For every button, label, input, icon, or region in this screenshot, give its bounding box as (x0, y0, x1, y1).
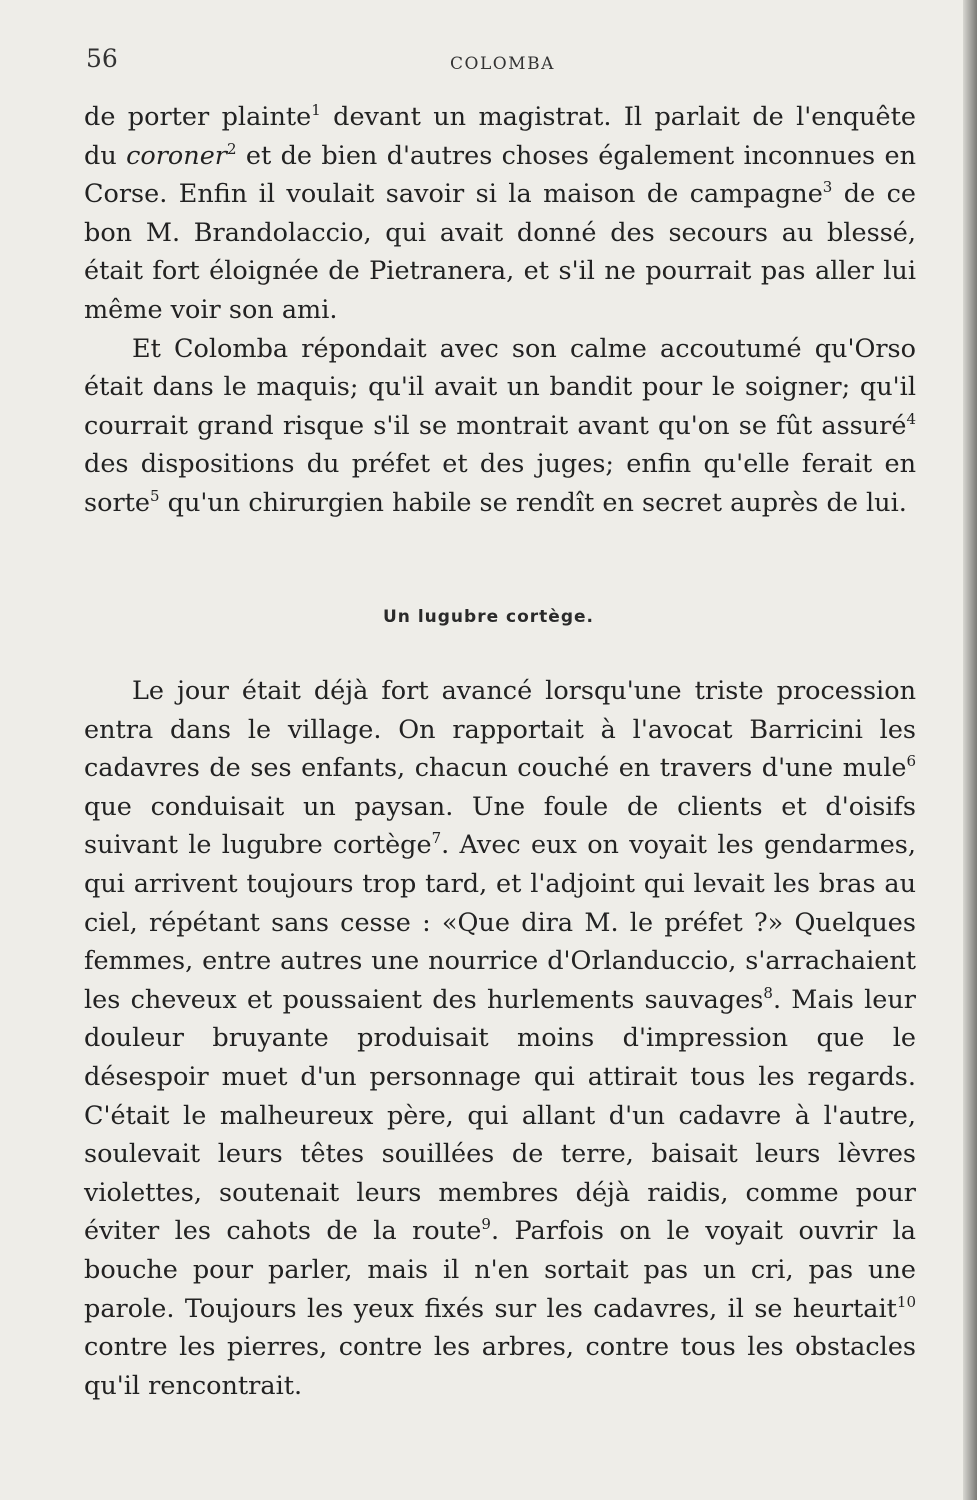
running-title: COLOMBA (450, 54, 555, 74)
paragraph-2 (84, 330, 916, 523)
footnote-ref-8: 8 (763, 983, 773, 1002)
footnote-ref-5: 5 (149, 486, 160, 505)
p3-text-f: contre les pierres, contre les arbres, contre tous les obstacles qu'il rencontrait. (84, 1332, 916, 1401)
text-block-bottom (84, 672, 916, 1405)
p1-text-d: de ce bon M. Brandolaccio, qui avait donné des secours au blessé, était fort éloignée de Pietranera, et s'il ne pourrait pas aller lui même voir son ami. (84, 179, 916, 325)
p3-text-e: . Parfois on le voyait ouvrir la bouche pour parler, mais il n'en sortait pas un cri, pas une parole. Toujours les yeux fixés sur les cadavres, il se heurtait (84, 1216, 916, 1324)
text-block-top (84, 98, 916, 523)
p3-text-d: . Mais leur douleur bruyante produisait moins d'impression que le désespoir muet d'un personnage qui attirait tous les regards. C'était le malheureux père, qui allant d'un cadavre à l'autre, soulevait leurs têtes souillées de terre, baisait leurs lèvres violettes, soutenait leurs membres déjà raidis, comme pour éviter les cahots de la route (84, 984, 916, 1247)
p2-text-b: des dispositions du préfet et des juges; enfin qu'elle ferait en sorte (84, 449, 916, 518)
p1-text-a: de porter plainte (84, 102, 312, 132)
footnote-ref-10: 10 (896, 1292, 916, 1311)
paragraph-3 (84, 672, 916, 1405)
p1-text-c: et de bien d'autres choses également inconnues en Corse. Enfin il voulait savoir si la maison de campagne (84, 140, 916, 210)
footnote-ref-3: 3 (822, 178, 833, 197)
page-number: 56 (86, 44, 118, 73)
p1-text-b: devant un magistrat. Il parlait de l'enquête du (84, 102, 916, 171)
footnote-ref-4: 4 (906, 409, 916, 428)
p3-text-b: que conduisait un paysan. Une foule de clients et d'oisifs suivant le lugubre cortège (84, 791, 916, 861)
footnote-ref-7: 7 (431, 829, 442, 848)
page-header (86, 44, 916, 80)
footnote-ref-6: 6 (906, 752, 916, 771)
footnote-ref-1: 1 (311, 101, 321, 119)
p3-text-a: Le jour était déjà fort avancé lorsqu'une triste procession entra dans le village. On rapportait à l'avocat Barricini les cadavres de ses enfants, chacun couché en travers d'une mule (84, 676, 916, 784)
section-title: Un lugubre cortège. (383, 607, 594, 627)
coroner-term: coroner (126, 140, 227, 171)
p2-text-a: Et Colomba répondait avec son calme accoutumé qu'Orso était dans le maquis; qu'il avait un bandit pour le soigner; qu'il courrait grand risque s'il se montrait avant qu'on se fût assuré (84, 333, 916, 441)
page-edge-shadow (963, 0, 977, 1500)
footnote-ref-9: 9 (481, 1215, 491, 1234)
paragraph-1 (84, 98, 916, 330)
p3-text-c: . Avec eux on voyait les gendarmes, qui arrivent toujours trop tard, et l'adjoint qui levait les bras au ciel, répétant sans cesse : «Que dira M. le préfet ?» Quelques femmes, entre autres une nourrice d'Orlanduccio, s'arrachaient les cheveux et poussaient des hurlements sauvages (84, 830, 916, 1015)
p2-text-c: qu'un chirurgien habile se rendît en secret auprès de lui. (159, 487, 907, 518)
footnote-ref-2: 2 (227, 139, 237, 158)
